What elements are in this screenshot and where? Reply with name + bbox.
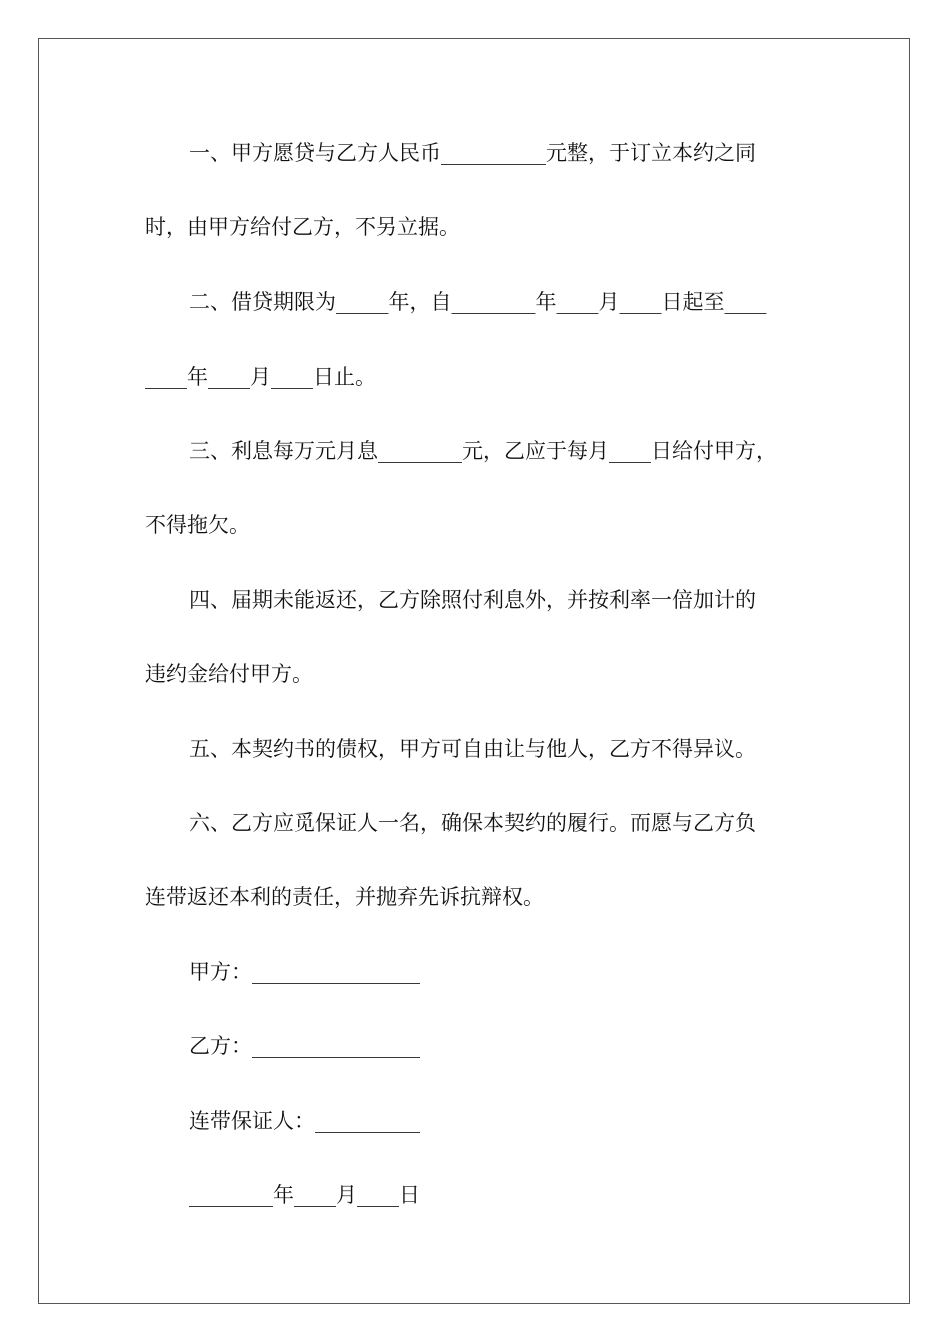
clause-4-line-2: 违约金给付甲方。 [145, 662, 313, 686]
clause-3-line-1: 三、利息每万元月息________元，乙应于每月____日给付甲方， [189, 439, 777, 463]
clause-6-line-1: 六、乙方应觅保证人一名，确保本契约的履行。而愿与乙方负 [189, 811, 756, 835]
clause-6-line-2: 连带返还本利的责任，并抛弃先诉抗辩权。 [145, 885, 544, 909]
clause-5-line-1: 五、本契约书的债权，甲方可自由让与他人，乙方不得异议。 [189, 737, 756, 761]
clause-2-line-2: ____年____月____日止。 [145, 365, 376, 389]
party-a-signature: 甲方：________________ [189, 960, 420, 984]
party-b-signature: 乙方：________________ [189, 1034, 420, 1058]
clause-3-line-2: 不得拖欠。 [145, 513, 250, 537]
signing-date: ________年____月____日 [189, 1183, 420, 1207]
guarantor-signature: 连带保证人：__________ [189, 1109, 420, 1133]
clause-4-line-1: 四、届期未能返还，乙方除照付利息外，并按利率一倍加计的 [189, 588, 756, 612]
clause-1-line-2: 时，由甲方给付乙方，不另立据。 [145, 215, 460, 239]
clause-1-line-1: 一、甲方愿贷与乙方人民币__________元整，于订立本约之同 [189, 141, 756, 165]
clause-2-line-1: 二、借贷期限为_____年，自________年____月____日起至____ [189, 290, 767, 314]
